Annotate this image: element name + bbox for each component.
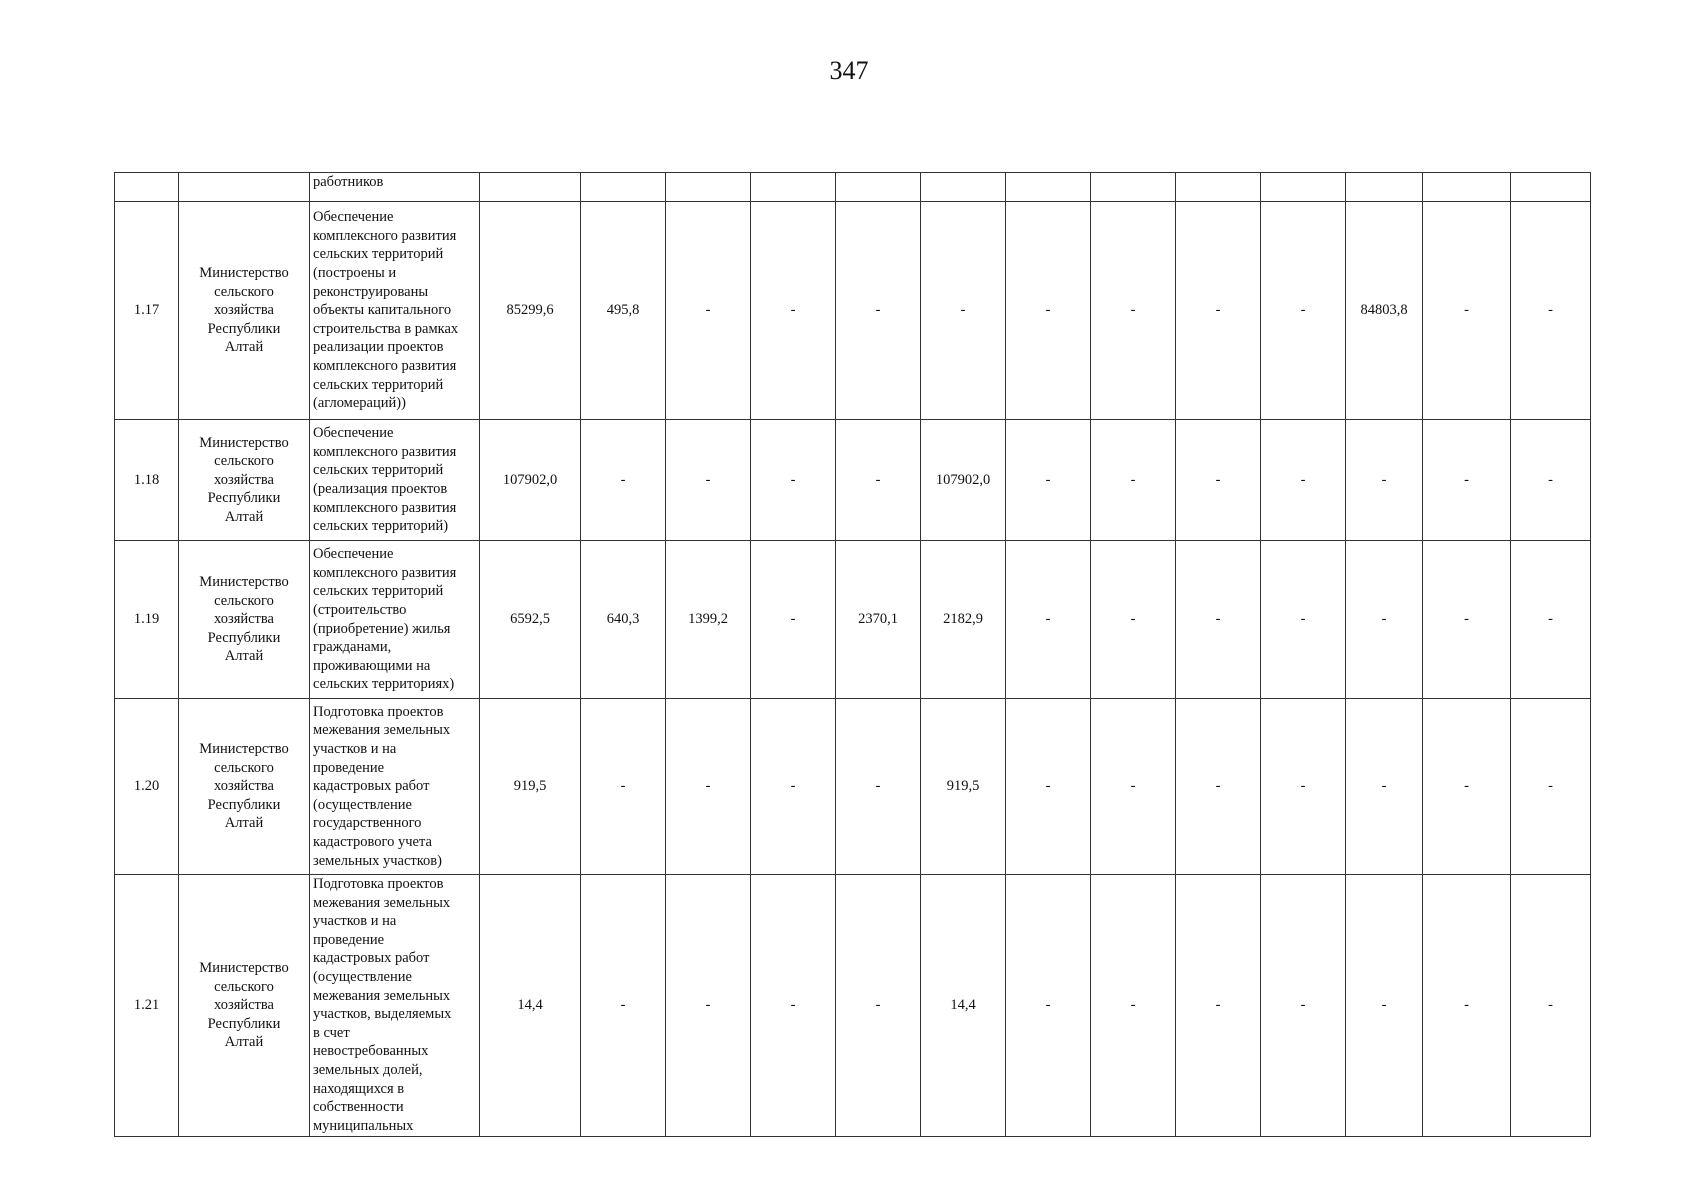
description-line: комплексного развития (313, 227, 457, 244)
table-row (115, 173, 1591, 202)
organization-line: сельского (214, 592, 274, 609)
value-cell: - (1091, 875, 1176, 1137)
description-line: сельских территорий (313, 462, 444, 479)
description-line: участков, выделяемых (313, 1006, 452, 1023)
organization-line: Республики (207, 629, 281, 646)
value-cell: 640,3 (581, 541, 666, 699)
organization-line: хозяйства (214, 997, 274, 1014)
row-number-cell: 1.18 (115, 420, 179, 541)
row-number-cell: 1.19 (115, 541, 179, 699)
description-line: Обеспечение (313, 209, 394, 226)
description-line: реконструированы (313, 283, 429, 300)
value-cell: 919,5 (480, 699, 581, 875)
description-line: строительства в рамках (313, 320, 459, 337)
organization-line: Республики (207, 320, 281, 337)
value-cell (1091, 173, 1176, 202)
value-cell (480, 173, 581, 202)
description-line: комплексного развития (313, 443, 457, 460)
value-cell: - (1346, 420, 1423, 541)
description-line: муниципальных (313, 1117, 414, 1134)
description-line: комплексного развития (313, 357, 457, 374)
organization-line: Республики (207, 796, 281, 813)
organization-line: Министерство (199, 574, 289, 591)
value-cell (921, 173, 1006, 202)
organization-cell (179, 699, 310, 875)
description-line: сельских территорий) (313, 518, 449, 535)
description-line: (осуществление (313, 968, 412, 985)
description-line: кадастровых работ (313, 950, 430, 967)
description-line: (строительство (313, 601, 407, 618)
value-cell: - (836, 202, 921, 420)
organization-line: хозяйства (214, 302, 274, 319)
organization-line: Министерство (199, 960, 289, 977)
value-cell (1511, 173, 1591, 202)
value-cell (1176, 173, 1261, 202)
value-cell: - (1091, 699, 1176, 875)
value-cell: - (1176, 420, 1261, 541)
description-line: (осуществление (313, 796, 412, 813)
value-cell: - (1261, 420, 1346, 541)
page-number: 347 (829, 56, 869, 85)
organization-cell (179, 173, 310, 202)
organization-line: Министерство (199, 741, 289, 758)
value-cell: 14,4 (921, 875, 1006, 1137)
value-cell: 919,5 (921, 699, 1006, 875)
value-cell (581, 173, 666, 202)
organization-line: Алтай (224, 1034, 264, 1051)
value-cell: - (1261, 699, 1346, 875)
value-cell: - (1006, 875, 1091, 1137)
value-cell: - (1006, 699, 1091, 875)
value-cell: - (836, 420, 921, 541)
value-cell (1261, 173, 1346, 202)
description-cell (310, 541, 480, 699)
description-cell (310, 875, 480, 1137)
description-line: проведение (313, 931, 385, 948)
description-line: (реализация проектов (313, 481, 448, 497)
value-cell (1006, 173, 1091, 202)
value-cell: - (836, 875, 921, 1137)
description-line: объекты капитального (313, 302, 452, 319)
description-line: сельских территориях) (313, 676, 455, 693)
description-line: (построены и (313, 265, 397, 282)
value-cell: - (1423, 875, 1511, 1137)
value-cell: 85299,6 (480, 202, 581, 420)
value-cell: - (751, 699, 836, 875)
value-cell: - (1346, 541, 1423, 699)
value-cell: - (1511, 875, 1591, 1137)
description-line: земельных долей, (313, 1061, 423, 1078)
value-cell: - (1176, 541, 1261, 699)
description-line: государственного (313, 815, 422, 832)
row-number-cell (115, 173, 179, 202)
organization-line: Министерство (199, 265, 289, 282)
description-cell (310, 699, 480, 875)
description-line: комплексного развития (313, 564, 457, 581)
description-line: Подготовка проектов (313, 703, 444, 720)
value-cell: - (1091, 202, 1176, 420)
organization-cell (179, 420, 310, 541)
value-cell: - (751, 202, 836, 420)
value-cell: 6592,5 (480, 541, 581, 699)
organization-line: сельского (214, 978, 274, 995)
organization-line: Алтай (224, 339, 264, 356)
value-cell: - (1006, 420, 1091, 541)
value-cell: - (666, 202, 751, 420)
description-line: реализации проектов (313, 339, 444, 356)
description-line: проведение (313, 759, 385, 776)
description-line: межевания земельных (313, 987, 451, 1004)
value-cell: - (1346, 699, 1423, 875)
value-cell: - (581, 420, 666, 541)
description-line: проживающими на (313, 657, 431, 674)
description-cell (310, 420, 480, 541)
description-line: Обеспечение (313, 546, 394, 563)
value-cell: - (1511, 420, 1591, 541)
description-cell (310, 173, 480, 202)
value-cell: 107902,0 (921, 420, 1006, 541)
value-cell (751, 173, 836, 202)
description-line: находящихся в (313, 1080, 405, 1097)
value-cell: - (1006, 202, 1091, 420)
value-cell (666, 173, 751, 202)
value-cell: - (1346, 875, 1423, 1137)
value-cell: 495,8 (581, 202, 666, 420)
value-cell: - (1006, 541, 1091, 699)
value-cell: - (1423, 541, 1511, 699)
value-cell: - (751, 420, 836, 541)
value-cell: - (751, 875, 836, 1137)
value-cell: 107902,0 (480, 420, 581, 541)
table-row (115, 541, 1591, 699)
table-row (115, 875, 1591, 1137)
value-cell: - (581, 875, 666, 1137)
description-line: кадастрового учета (313, 833, 432, 850)
value-cell: - (1511, 202, 1591, 420)
description-line: сельских территорий (313, 246, 444, 263)
value-cell: - (1511, 541, 1591, 699)
row-number-cell: 1.17 (115, 202, 179, 420)
value-cell: - (1423, 202, 1511, 420)
organization-line: сельского (214, 283, 274, 300)
row-number-cell: 1.21 (115, 875, 179, 1137)
value-cell: 2182,9 (921, 541, 1006, 699)
description-line: межевания земельных (313, 722, 451, 739)
description-line: собственности (313, 1099, 404, 1116)
organization-line: Министерство (199, 434, 289, 451)
value-cell: - (1261, 541, 1346, 699)
description-line: гражданами, (313, 639, 392, 656)
value-cell: - (836, 699, 921, 875)
value-cell: - (1511, 699, 1591, 875)
organization-line: хозяйства (214, 611, 274, 628)
value-cell: 14,4 (480, 875, 581, 1137)
organization-line: Алтай (224, 508, 264, 525)
table-body (115, 173, 1591, 1137)
description-line: сельских территорий (313, 583, 444, 600)
table-row (115, 699, 1591, 875)
value-cell: - (1176, 202, 1261, 420)
value-cell: - (1176, 699, 1261, 875)
value-cell: - (666, 699, 751, 875)
organization-line: хозяйства (214, 778, 274, 795)
description-line: участков и на (313, 913, 397, 930)
description-line: в счет (313, 1024, 350, 1041)
value-cell: - (1423, 420, 1511, 541)
value-cell: 1399,2 (666, 541, 751, 699)
budget-table (114, 172, 1591, 1137)
description-line: невостребованных (313, 1043, 429, 1060)
description-line: работников (313, 174, 384, 190)
description-line: (приобретение) жилья (313, 620, 451, 637)
value-cell: 84803,8 (1346, 202, 1423, 420)
organization-cell (179, 875, 310, 1137)
organization-line: сельского (214, 453, 274, 470)
value-cell (1423, 173, 1511, 202)
value-cell: - (1091, 541, 1176, 699)
table-row (115, 420, 1591, 541)
organization-cell (179, 541, 310, 699)
description-line: (агломераций)) (313, 395, 406, 412)
description-line: межевания земельных (313, 894, 451, 911)
table-row (115, 202, 1591, 420)
value-cell: - (921, 202, 1006, 420)
value-cell: - (1176, 875, 1261, 1137)
value-cell (1346, 173, 1423, 202)
description-line: кадастровых работ (313, 778, 430, 795)
organization-line: Алтай (224, 648, 264, 665)
value-cell: - (1091, 420, 1176, 541)
value-cell (836, 173, 921, 202)
organization-cell (179, 202, 310, 420)
description-cell (310, 202, 480, 420)
organization-line: хозяйства (214, 471, 274, 488)
value-cell: - (666, 420, 751, 541)
value-cell: - (581, 699, 666, 875)
description-line: Подготовка проектов (313, 876, 444, 892)
description-line: сельских территорий (313, 376, 444, 393)
row-number-cell: 1.20 (115, 699, 179, 875)
description-line: участков и на (313, 741, 397, 758)
value-cell: - (1261, 875, 1346, 1137)
value-cell: 2370,1 (836, 541, 921, 699)
description-line: земельных участков) (313, 852, 442, 869)
value-cell: - (751, 541, 836, 699)
organization-line: Республики (207, 490, 281, 507)
description-line: комплексного развития (313, 499, 457, 516)
organization-line: Алтай (224, 815, 264, 832)
description-line: Обеспечение (313, 425, 394, 442)
value-cell: - (1261, 202, 1346, 420)
value-cell: - (1423, 699, 1511, 875)
organization-line: Республики (207, 1015, 281, 1032)
organization-line: сельского (214, 759, 274, 776)
value-cell: - (666, 875, 751, 1137)
